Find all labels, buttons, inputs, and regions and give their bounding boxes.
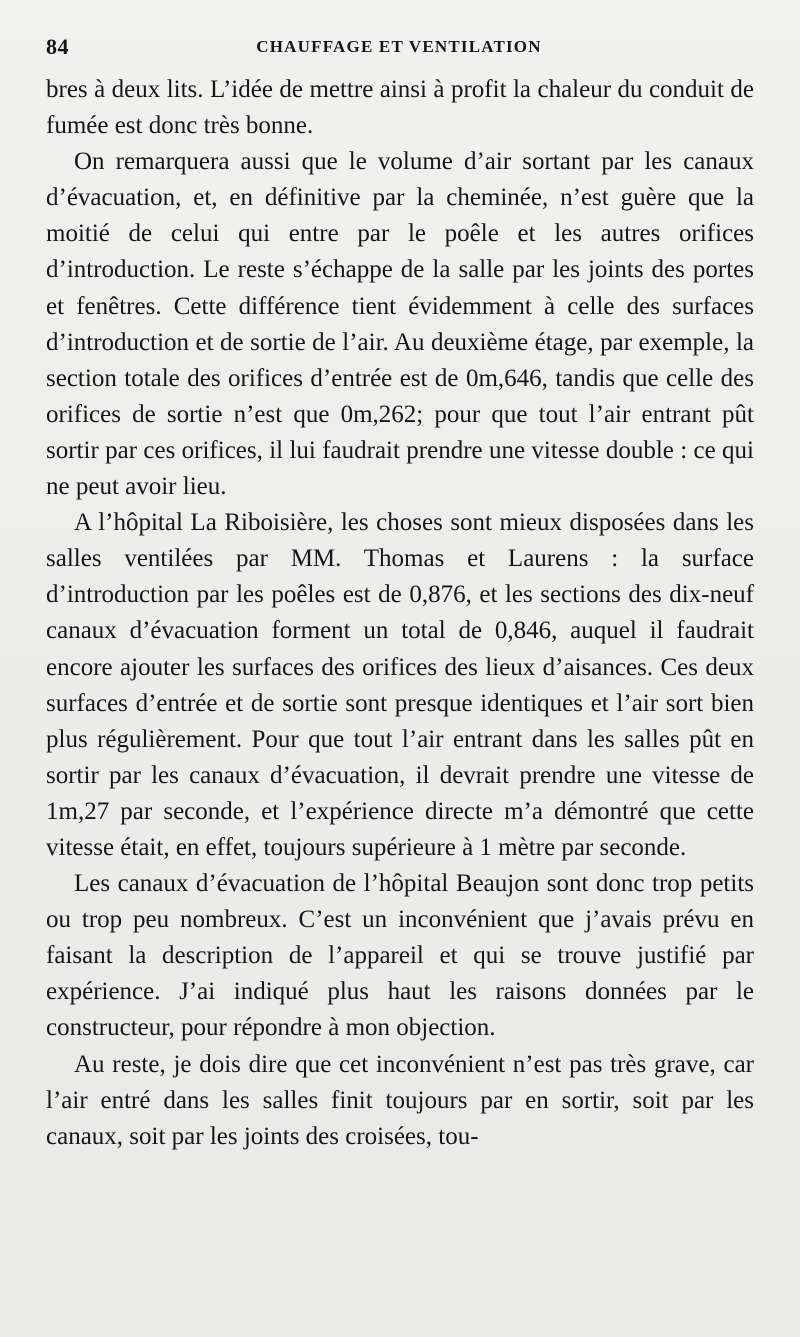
paragraph-continuation: bres à deux lits. L’idée de mettre ainsi à profit la chaleur du conduit de fumée est donc très bonne. xyxy=(46,76,754,140)
paragraph-lariboisiere: A l’hôpital La Riboisière, les choses sont mieux disposées dans les salles ventilées par MM. Thomas et Laurens : la surface d’introduction par les poêles est de 0,876, et les sections des dix-neuf canaux d’évacuation forment un total de 0,846, auquel il faudrait encore ajouter les surfaces des orifices des lieux d’aisances. Ces deux surfaces d’entrée et de sortie sont presque identiques et l’air sort bien plus régulièrement. Pour que tout l’air entrant dans les salles pût en sortir par les canaux d’évacuation, il devrait prendre une vitesse de 1m,27 par seconde, et l’expérience directe m’a démontré que cette vitesse était, en effet, toujours supérieure à 1 mètre par seconde. xyxy=(46,509,754,861)
running-title: CHAUFFAGE ET VENTILATION xyxy=(256,37,542,56)
paragraph-evacuation-volume: On remarquera aussi que le volume d’air sortant par les canaux d’évacuation, et, en définitive par la cheminée, n’est guère que la moitié de celui qui entre par le poêle et les autres orifices d’introduction. Le reste s’échappe de la salle par les joints des portes et fenêtres. Cette différence tient évidemment à celle des surfaces d’introduction et de sortie de l’air. Au deuxième étage, par exemple, la section totale des orifices d’entrée est de 0m,646, tandis que celle des orifices de sortie n’est que 0m,262; pour que tout l’air entrant pût sortir par ces orifices, il lui faudrait prendre une vitesse double : ce qui ne peut avoir lieu. xyxy=(46,148,754,501)
body-text xyxy=(46,72,754,1155)
page-header xyxy=(46,34,752,64)
paragraph-beaujon: Les canaux d’évacuation de l’hôpital Beaujon sont donc trop petits ou trop peu nombreux. C’est un inconvénient que j’avais prévu en faisant la description de l’appareil et qui se trouve justifié par expérience. J’ai indiqué plus haut les raisons données par le constructeur, pour répondre à mon objection. xyxy=(46,870,754,1042)
page-number: 84 xyxy=(46,34,69,59)
paragraph-conclusion: Au reste, je dois dire que cet inconvénient n’est pas très grave, car l’air entré dans les salles finit toujours par en sortir, soit par les canaux, soit par les joints des croisées, tou- xyxy=(46,1050,754,1150)
